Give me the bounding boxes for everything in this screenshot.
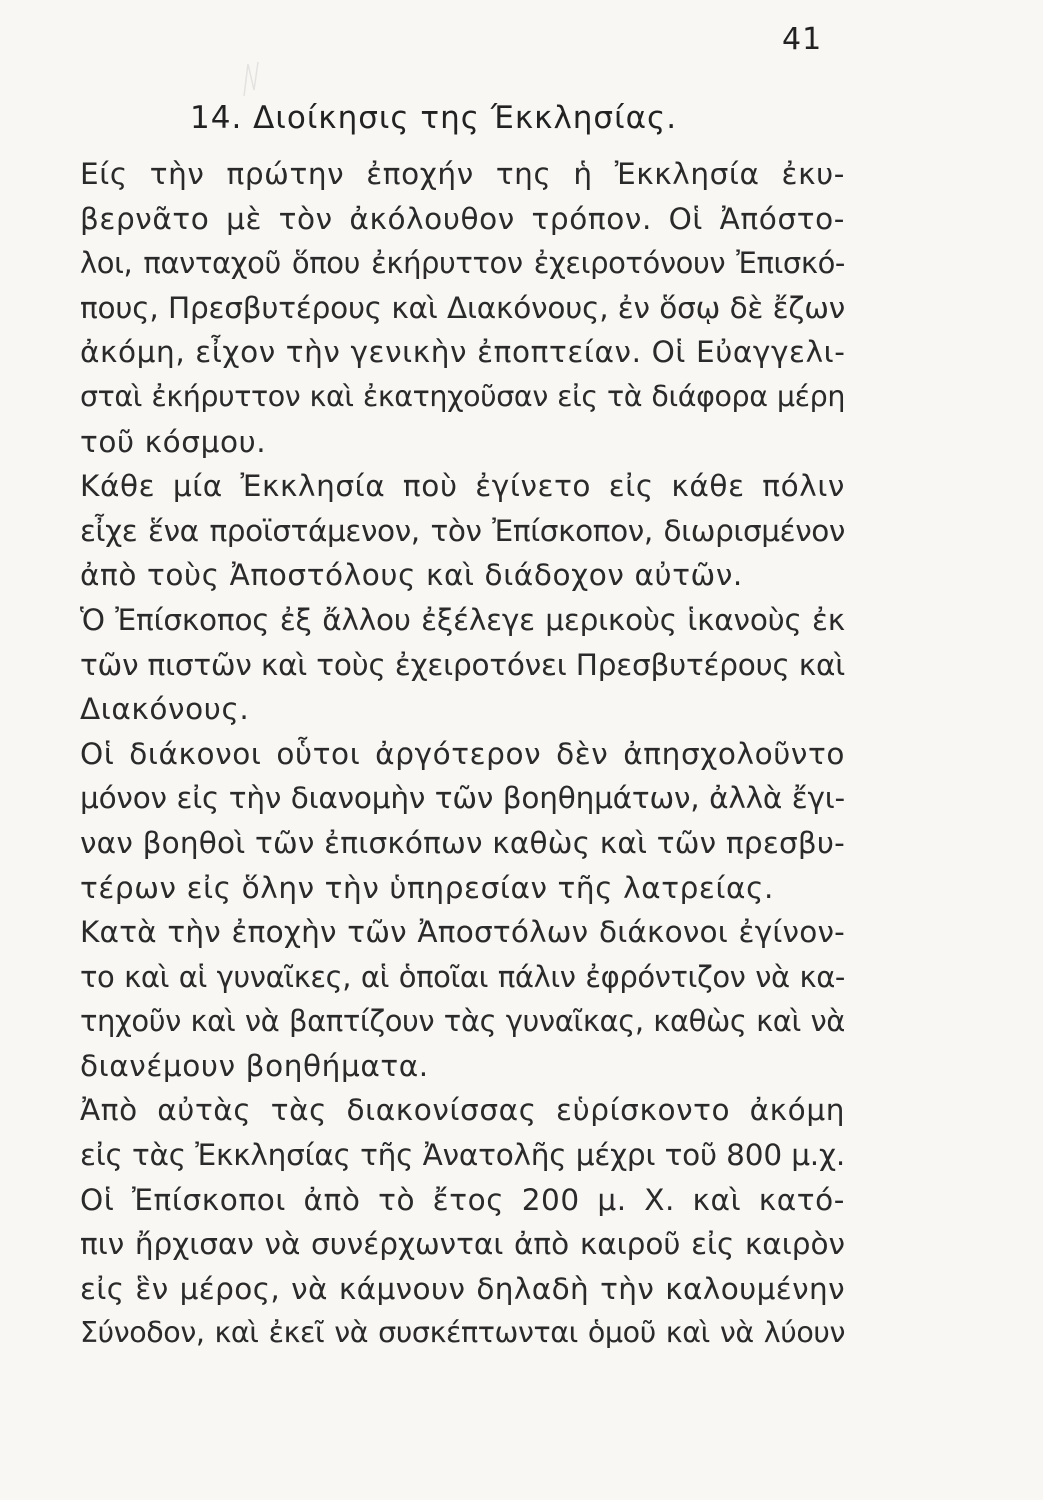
text-line: Οἱ διάκονοι οὗτοι ἀργότερον δὲν ἀπησχολοῦντο xyxy=(80,736,845,771)
text-line: ἀκόμη, εἶχον τὴν γενικὴν ἐποπτείαν. Οἱ Εὐαγγελι- xyxy=(80,335,846,370)
text-line: ἀπὸ τοὺς Ἀποστόλους καὶ διάδοχον αὐτῶν. xyxy=(80,558,743,593)
text-line: Κάθε μία Ἐκκλησία ποὺ ἐγίνετο εἰς κάθε πόλιν xyxy=(80,469,845,504)
text-line: εἶχε ἕνα προϊστάμενον, τὸν Ἐπίσκοπον, διωρισμένον xyxy=(80,513,845,548)
text-line: Ἀπὸ αὐτὰς τὰς διακονίσσας εὑρίσκοντο ἀκόμη xyxy=(80,1093,845,1128)
text-line: Διακόνους. xyxy=(80,692,250,727)
text-line: Κατὰ τὴν ἐποχὴν τῶν Ἀποστόλων διάκονοι ἐγίνον- xyxy=(80,915,845,950)
text-line: πιν ἤρχισαν νὰ συνέρχωνται ἀπὸ καιροῦ εἰς καιρὸν xyxy=(80,1227,845,1262)
text-line: διανέμουν βοηθήματα. xyxy=(80,1048,429,1083)
text-line: μόνον εἰς τὴν διανομὴν τῶν βοηθημάτων, ἀλλὰ ἔγι- xyxy=(80,781,845,816)
text-line: τέρων εἰς ὅλην τὴν ὑπηρεσίαν τῆς λατρείας. xyxy=(80,870,774,905)
text-line: το καὶ αἱ γυναῖκες, αἱ ὁποῖαι πάλιν ἐφρόντιζον νὰ κα- xyxy=(80,959,845,994)
text-line: σταὶ ἐκήρυττον καὶ ἐκατηχοῦσαν εἰς τὰ διάφορα μέρη xyxy=(80,379,845,413)
page-number: 41 xyxy=(782,22,823,57)
text-line: ναν βοηθοὶ τῶν ἐπισκόπων καθὼς καὶ τῶν πρεσβυ- xyxy=(80,825,845,860)
text-line: εἰς τὰς Ἐκκλησίας τῆς Ἀνατολῆς μέχρι τοῦ 800 μ.χ. xyxy=(80,1138,845,1173)
text-line: Ὁ Ἐπίσκοπος ἐξ ἄλλου ἐξέλεγε μερικοὺς ἱκανοὺς ἐκ xyxy=(80,602,845,637)
text-line: εἰς ἓν μέρος, νὰ κάμνουν δηλαδὴ τὴν καλουμένην xyxy=(80,1271,845,1306)
section-heading: 14. Διοίκησις της Έκκλησίας. xyxy=(190,100,678,136)
text-line: πους, Πρεσβυτέρους καὶ Διακόνους, ἐν ὅσῳ δὲ ἔζων xyxy=(80,290,845,325)
text-line: λοι, πανταχοῦ ὅπου ἐκήρυττον ἐχειροτόνουν Ἐπισκό- xyxy=(80,246,845,281)
text-line: τοῦ κόσμου. xyxy=(80,424,267,459)
body-text xyxy=(80,152,845,1356)
text-line: Είς τὴν πρώτην ἐποχήν της ἡ Ἐκκλησία ἐκυ- xyxy=(80,157,845,191)
text-line: τηχοῦν καὶ νὰ βαπτίζουν τὰς γυναῖκας, καθὼς καὶ νὰ xyxy=(80,1004,845,1039)
faint-pencil-mark-icon xyxy=(240,60,262,100)
text-line: Σύνοδον, καὶ ἐκεῖ νὰ συσκέπτωνται ὁμοῦ καὶ νὰ λύουν xyxy=(80,1316,845,1350)
text-line: τῶν πιστῶν καὶ τοὺς ἐχειροτόνει Πρεσβυτέρους καὶ xyxy=(80,647,846,682)
text-line: Οἱ Ἐπίσκοποι ἀπὸ τὸ ἔτος 200 μ. Χ. καὶ κατό- xyxy=(80,1182,845,1217)
text-line: βερνᾶτο μὲ τὸν ἀκόλουθον τρόπον. Οἱ Ἀπόστο- xyxy=(80,201,845,236)
